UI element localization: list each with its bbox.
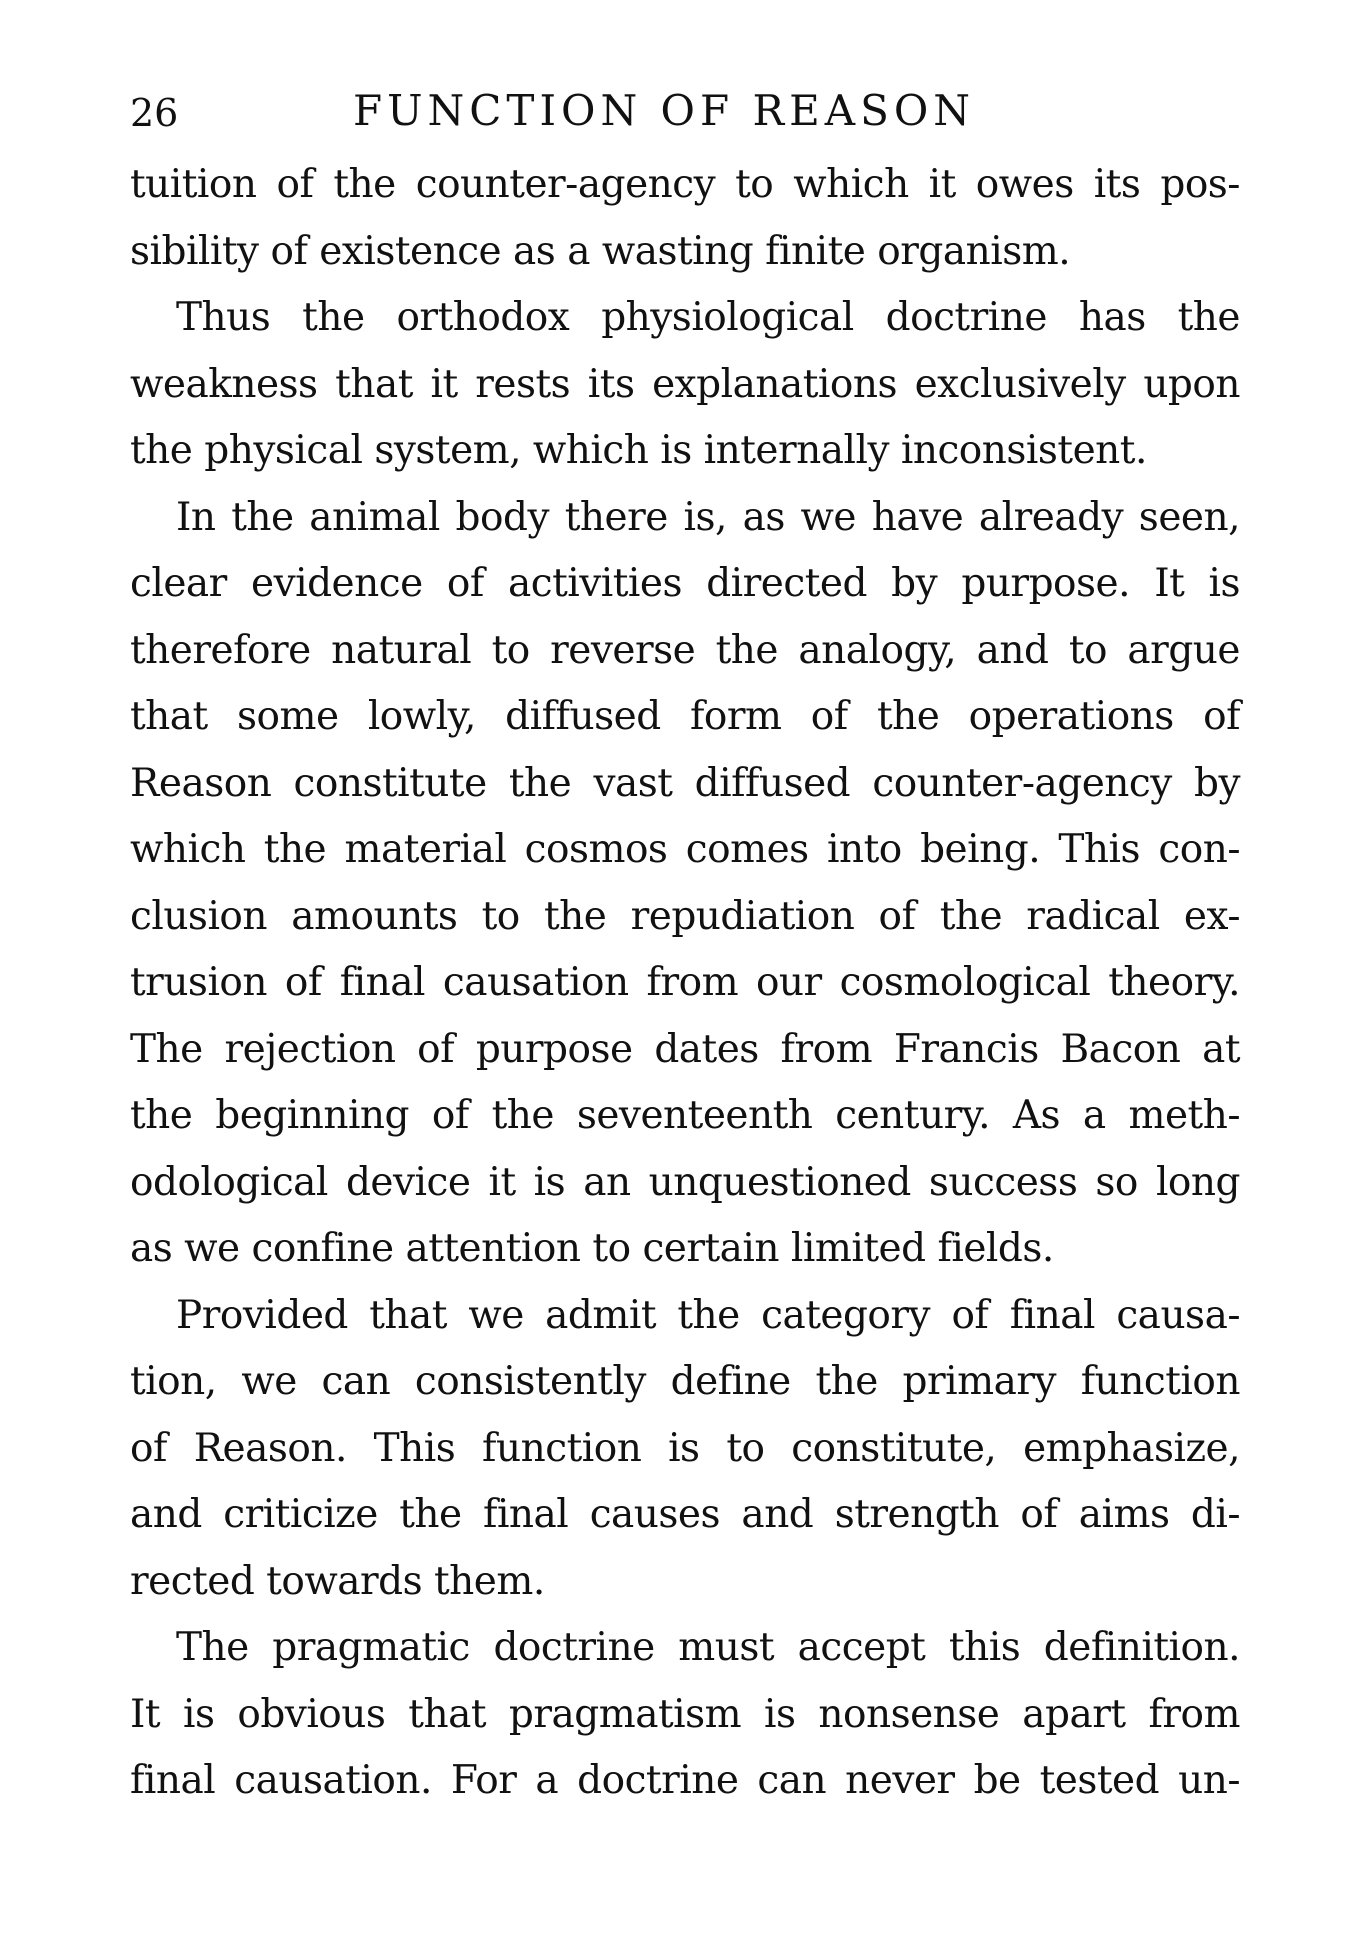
paragraph	[130, 1615, 1240, 1815]
text-line: weakness that it rests its explanations exclusively upon	[130, 361, 1240, 407]
text-line: and criticize the final causes and strength of aims di-	[130, 1492, 1240, 1537]
text-line: that some lowly, diffused form of the operations of	[130, 694, 1240, 739]
text-line: Provided that we admit the category of final causa-	[176, 1292, 1240, 1338]
book-page	[130, 86, 1240, 1815]
text-line: trusion of final causation from our cosmological theory.	[130, 960, 1240, 1005]
text-line: which the material cosmos comes into being. This con-	[130, 827, 1240, 872]
paragraph	[130, 485, 1240, 1283]
text-line: the beginning of the seventeenth century. As a meth-	[130, 1093, 1240, 1138]
text-line: of Reason. This function is to constitute, emphasize,	[130, 1425, 1240, 1471]
text-line: sibility of existence as a wasting finite organism.	[130, 228, 1071, 274]
text-line: as we confine attention to certain limited fields.	[130, 1226, 1054, 1271]
paragraph	[130, 285, 1240, 485]
text-line: The rejection of purpose dates from Francis Bacon at	[130, 1026, 1240, 1072]
body-text	[130, 152, 1240, 1815]
text-line: In the animal body there is, as we have already seen,	[176, 494, 1240, 540]
text-line: It is obvious that pragmatism is nonsense apart from	[130, 1691, 1240, 1737]
page-number: 26	[130, 91, 179, 135]
text-line: tion, we can consistently define the primary function	[130, 1359, 1240, 1404]
text-line: final causation. For a doctrine can never be tested un-	[130, 1758, 1240, 1803]
running-title: FUNCTION OF REASON	[353, 86, 976, 135]
text-line: Thus the orthodox physiological doctrine has the	[176, 295, 1240, 340]
paragraph	[130, 1283, 1240, 1616]
text-line: odological device it is an unquestioned success so long	[130, 1159, 1240, 1205]
text-line: The pragmatic doctrine must accept this definition.	[176, 1625, 1240, 1670]
text-line: rected towards them.	[130, 1558, 545, 1604]
text-line: tuition of the counter-agency to which it owes its pos-	[130, 162, 1240, 207]
text-line: clear evidence of activities directed by purpose. It is	[130, 561, 1240, 606]
text-line: therefore natural to reverse the analogy, and to argue	[130, 627, 1240, 673]
page-header	[130, 86, 1240, 152]
text-line: the physical system, which is internally inconsistent.	[130, 428, 1147, 473]
text-line: clusion amounts to the repudiation of the radical ex-	[130, 893, 1240, 939]
text-line: Reason constitute the vast diffused counter-agency by	[130, 760, 1240, 806]
paragraph	[130, 152, 1240, 285]
